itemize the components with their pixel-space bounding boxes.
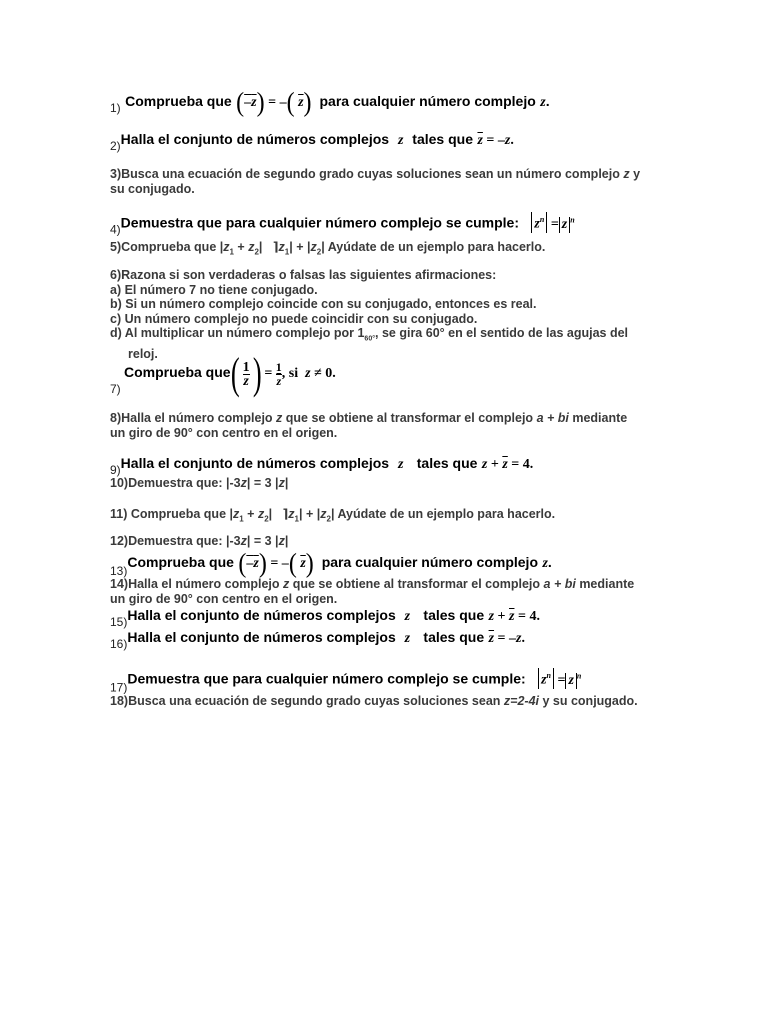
equation: $\overline{z} = -z$. [488, 631, 525, 646]
exercise-5: 5)Comprueba que $|z_1 + z_2|$ $⌉z_1| + |z_2|$ Ayúdate de un ejemplo para hacerlo. [110, 240, 546, 257]
exercise-14: 14)Halla el número complejo z que se obtiene al transformar el complejo a + bi mediante un giro de 90° con centro en el origen. [110, 577, 635, 606]
equation: $z^n = z$ $^n$ [528, 217, 575, 232]
statement-d: d) Al multiplicar un número complejo por $1_{60^\circ}$, se gira 60° en el sentido de las agujas del [110, 326, 629, 343]
exercise-3: 3)Busca una ecuación de segundo grado cuyas soluciones sean un número complejo z y su conjugado. [110, 167, 641, 196]
equation: (–z) = –( $\overline{z}$) [238, 548, 314, 579]
exercise-4: $_{4)}$Demuestra que para cualquier número complejo se cumple: $z^n = z$ $^n$ [110, 212, 575, 237]
equation: ( $\frac{1}{z}$ ) = $\frac{1}{z}$ , si z ≠ 0. [230, 349, 336, 398]
exercise-number: 1) [110, 101, 121, 115]
equation: $z + \overline{z} = 4$. [488, 609, 540, 624]
statement-c: c) Un número complejo no puede coincidir con su conjugado. [110, 311, 478, 326]
statement-a: a) El número 7 no tiene conjugado. [110, 282, 318, 297]
exercise-13: $_{13)}$Comprueba que (–z) = –( $\overline{z}$) para cualquier número complejo z. [110, 548, 552, 579]
exercise-tail: para cualquier número complejo [319, 93, 536, 109]
equation: $\overline{z} = -z$. [477, 133, 514, 148]
exercise-15: $_{15)}$Halla el conjunto de números complejos z tales que $z + \overline{z} = 4$. [110, 607, 540, 629]
exercise-12: 12)Demuestra que: |-3z| = 3 |z| [110, 534, 289, 548]
exercise-16: $_{16)}$Halla el conjunto de números complejos z tales que $\overline{z} = -z$. [110, 629, 525, 651]
exercise-6: 6)Razona si son verdaderas o falsas las siguientes afirmaciones: a) El número 7 no tiene conjugado. b) Si un número complejo coincide con su conjugado, entonces es real. c) Un número complejo no puede coincidir con su conjugado. d) Al multiplicar un número complejo por $1_{60^\circ}$, se gira 60° en el sentido de las agujas del reloj. [110, 268, 629, 361]
exercise-8: 8)Halla el número complejo z que se obtiene al transformar el complejo a + bi mediante un giro de 90° con centro en el origen. [110, 411, 628, 440]
exercise-text: Comprueba que [125, 93, 232, 109]
exercise-1: $_{1)}$ Comprueba que (–z) = –( $\overline{z}$) para cualquier número complejo z. [110, 87, 550, 118]
exercise-11: 11) Comprueba que $|z_1 + z_2|$ $⌉z_1| + |z_2|$ Ayúdate de un ejemplo para hacerlo. [110, 507, 556, 524]
exercise-9: $_{9)}$Halla el conjunto de números complejos z tales que $z + \overline{z} = 4$. [110, 455, 534, 477]
exercise-2: $_{2)}$Halla el conjunto de números complejos z tales que $\overline{z} = -z$. [110, 131, 514, 153]
exercise-10: 10)Demuestra que: |-3z| = 3 |z| [110, 476, 289, 490]
exercise-17: $_{17)}$Demuestra que para cualquier número complejo se cumple: $z^n = z$ $^n$ [110, 668, 581, 695]
exercise-18: 18)Busca una ecuación de segundo grado cuyas soluciones sean z=2-4i y su conjugado. [110, 694, 638, 708]
equation: $z^n = z$ $^n$ [535, 673, 582, 688]
statement-b: b) Si un número complejo coincide con su conjugado, entonces es real. [110, 297, 537, 311]
equation: $z + \overline{z} = 4$. [481, 457, 534, 472]
equation: (–z) = –( $\overline{z}$) [236, 87, 312, 118]
